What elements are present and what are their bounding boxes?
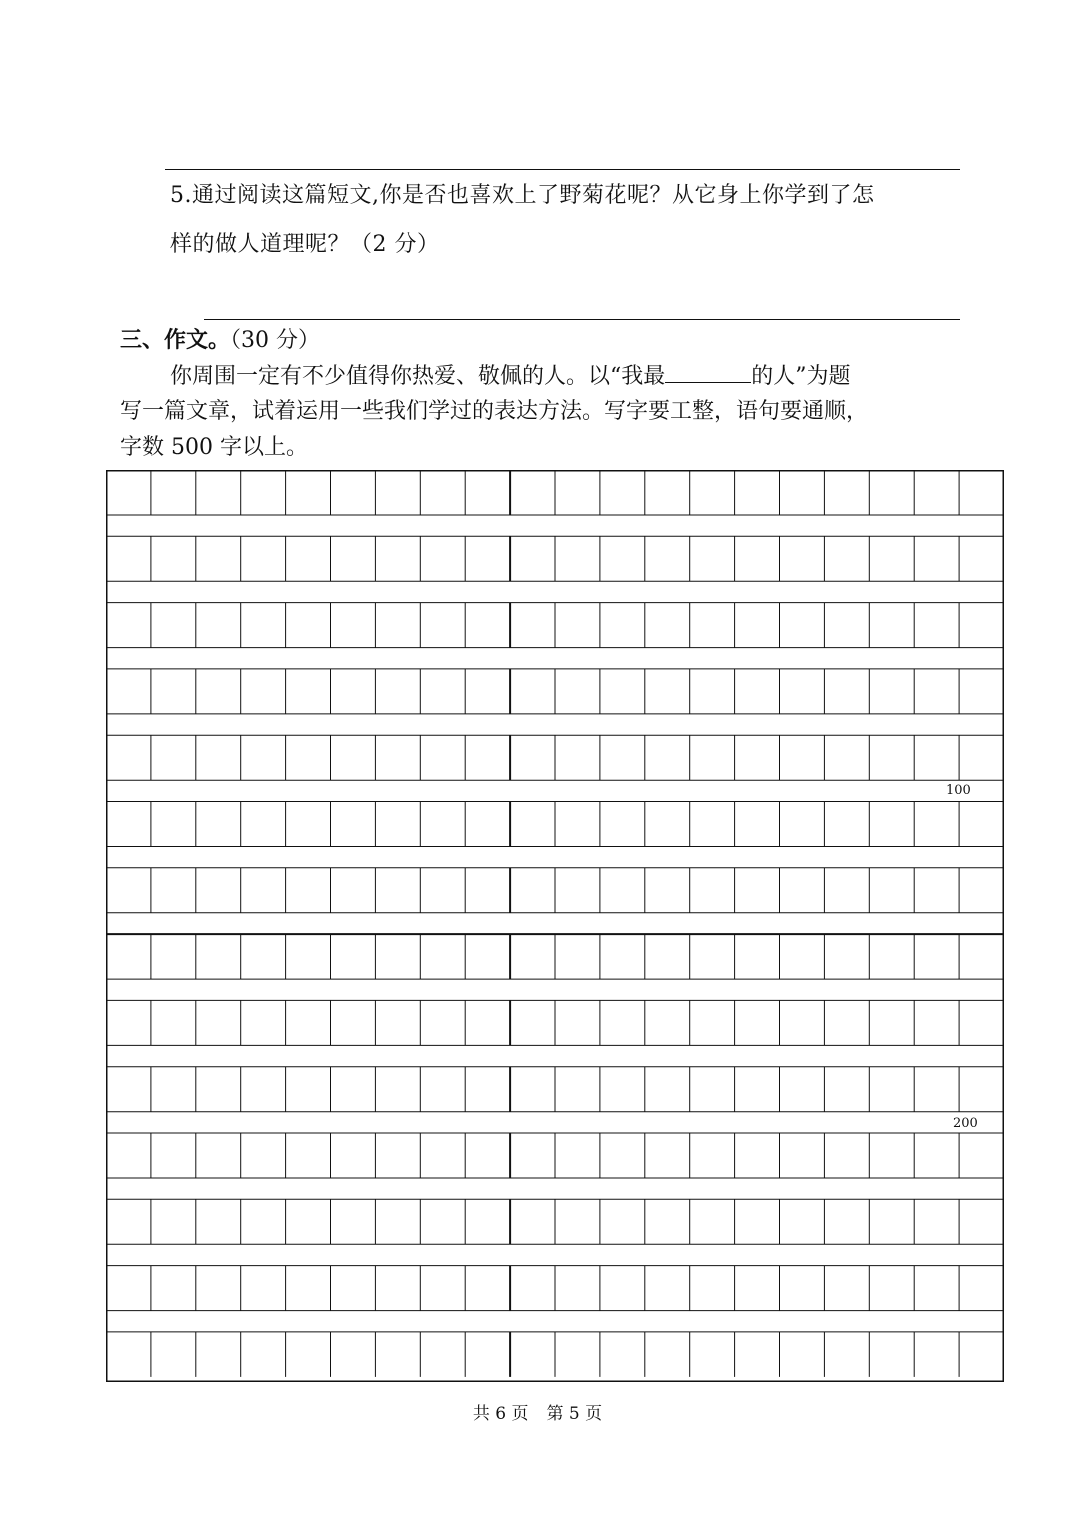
current-page: 第 5 页 (546, 1404, 603, 1424)
section-title (120, 326, 320, 355)
section-title-label: 三、作文。 (120, 327, 231, 353)
prompt-line-1 (170, 362, 1020, 391)
total-pages: 共 6 页 (472, 1404, 529, 1424)
prompt-line-3: 字数 500 字以上。 (120, 435, 308, 460)
top-rule (165, 169, 960, 170)
prompt-text-part-1: 你周围一定有不少值得你热爱、敬佩的人。以“我最 (170, 364, 666, 389)
answer-line[interactable] (204, 319, 960, 320)
prompt-text-part-2: 的人”为题 (751, 364, 851, 389)
section-score: （30 分） (230, 328, 321, 353)
question-5-line-2: 样的做人道理呢？（2 分） (170, 232, 440, 257)
word-count-marker-100: 100 (946, 783, 971, 798)
page-footer (0, 1403, 1075, 1425)
title-blank[interactable] (665, 362, 751, 383)
word-count-marker-200: 200 (953, 1116, 978, 1131)
composition-grid[interactable] (106, 470, 1004, 1382)
prompt-line-2: 写一篇文章，试着运用一些我们学过的表达方法。写字要工整，语句要通顺， (120, 399, 869, 424)
grid-lines[interactable] (106, 470, 1004, 1382)
question-5-line-1: 5.通过阅读这篇短文,你是否也喜欢上了野菊花呢？从它身上你学到了怎 (170, 183, 875, 208)
